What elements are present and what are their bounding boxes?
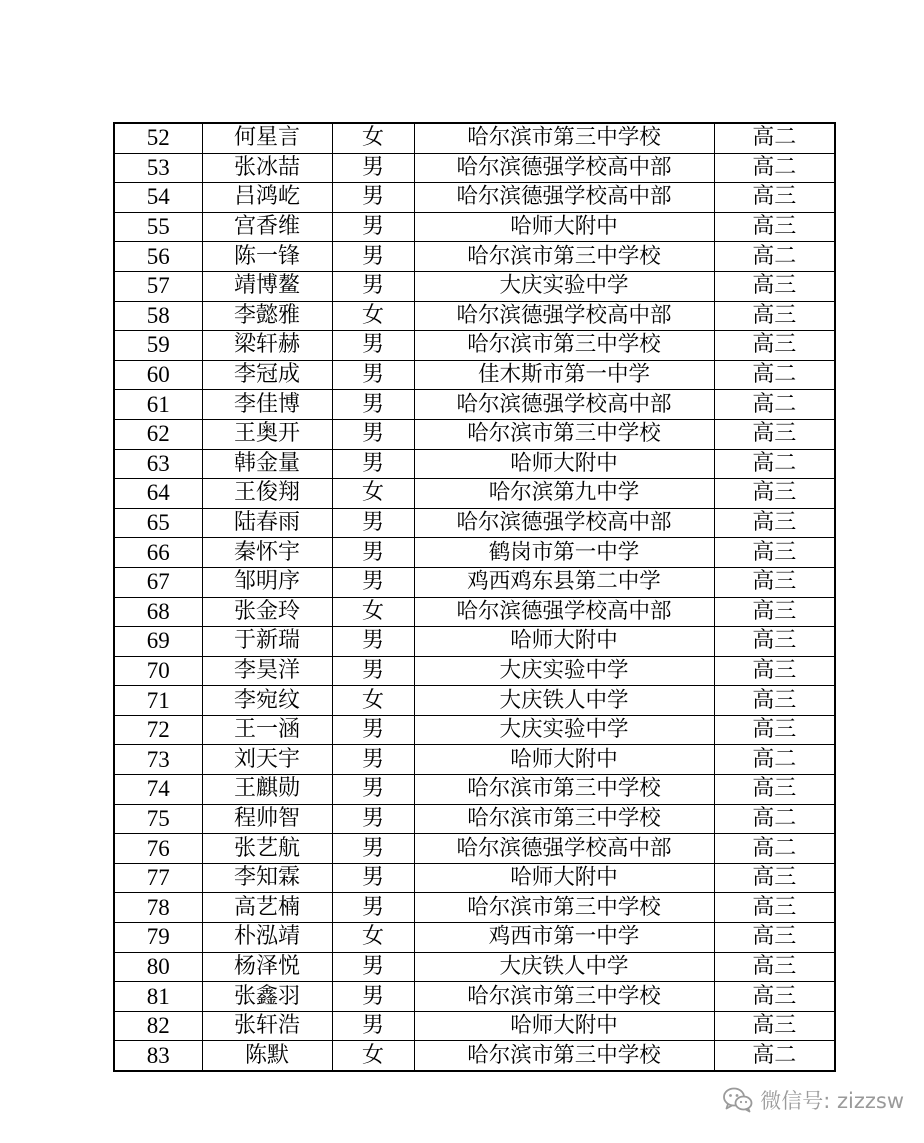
- cell-school: 哈尔滨市第三中学校: [414, 775, 714, 805]
- cell-grade: 高三: [714, 893, 835, 923]
- cell-name: 韩金量: [202, 449, 332, 479]
- cell-grade: 高三: [714, 923, 835, 953]
- table-row: [114, 567, 835, 597]
- table-row: [114, 686, 835, 716]
- table-row: [114, 123, 835, 153]
- table-row: [114, 331, 835, 361]
- cell-grade: 高三: [714, 656, 835, 686]
- cell-grade: 高二: [714, 834, 835, 864]
- cell-number: 57: [114, 271, 202, 301]
- cell-grade: 高三: [714, 686, 835, 716]
- cell-grade: 高三: [714, 183, 835, 213]
- cell-school: 鸡西市第一中学: [414, 923, 714, 953]
- cell-number: 55: [114, 212, 202, 242]
- table-row: [114, 715, 835, 745]
- cell-grade: 高二: [714, 449, 835, 479]
- cell-number: 72: [114, 715, 202, 745]
- cell-gender: 男: [332, 745, 414, 775]
- cell-gender: 男: [332, 271, 414, 301]
- cell-number: 62: [114, 419, 202, 449]
- cell-school: 大庆实验中学: [414, 715, 714, 745]
- cell-grade: 高三: [714, 982, 835, 1012]
- cell-grade: 高三: [714, 508, 835, 538]
- cell-gender: 男: [332, 804, 414, 834]
- cell-gender: 女: [332, 123, 414, 153]
- cell-school: 哈尔滨德强学校高中部: [414, 597, 714, 627]
- table-row: [114, 1011, 835, 1041]
- table-row: [114, 271, 835, 301]
- cell-gender: 男: [332, 893, 414, 923]
- cell-number: 58: [114, 301, 202, 331]
- table-row: [114, 242, 835, 272]
- cell-grade: 高三: [714, 597, 835, 627]
- table-row: [114, 923, 835, 953]
- table-row: [114, 893, 835, 923]
- cell-name: 李冠成: [202, 360, 332, 390]
- table-row: [114, 538, 835, 568]
- cell-number: 66: [114, 538, 202, 568]
- cell-name: 吕鸿屹: [202, 183, 332, 213]
- cell-school: 哈尔滨第九中学: [414, 479, 714, 509]
- cell-name: 李懿雅: [202, 301, 332, 331]
- cell-name: 张艺航: [202, 834, 332, 864]
- cell-school: 哈师大附中: [414, 863, 714, 893]
- cell-gender: 男: [332, 656, 414, 686]
- cell-number: 82: [114, 1011, 202, 1041]
- table-row: [114, 390, 835, 420]
- cell-number: 63: [114, 449, 202, 479]
- wechat-icon: [722, 1086, 754, 1114]
- cell-gender: 男: [332, 212, 414, 242]
- cell-name: 王俊翔: [202, 479, 332, 509]
- cell-name: 宫香维: [202, 212, 332, 242]
- cell-school: 哈尔滨德强学校高中部: [414, 508, 714, 538]
- cell-gender: 男: [332, 863, 414, 893]
- cell-school: 大庆实验中学: [414, 656, 714, 686]
- cell-school: 鸡西鸡东县第二中学: [414, 567, 714, 597]
- cell-name: 王一涵: [202, 715, 332, 745]
- cell-number: 80: [114, 952, 202, 982]
- cell-school: 哈尔滨德强学校高中部: [414, 153, 714, 183]
- cell-gender: 女: [332, 597, 414, 627]
- table-row: [114, 656, 835, 686]
- roster-table: [113, 122, 836, 1072]
- cell-name: 李宛纹: [202, 686, 332, 716]
- cell-gender: 男: [332, 419, 414, 449]
- cell-gender: 男: [332, 952, 414, 982]
- cell-school: 鹤岗市第一中学: [414, 538, 714, 568]
- table-row: [114, 1041, 835, 1071]
- cell-gender: 男: [332, 360, 414, 390]
- cell-grade: 高三: [714, 1011, 835, 1041]
- table-row: [114, 153, 835, 183]
- table-row: [114, 982, 835, 1012]
- cell-gender: 男: [332, 538, 414, 568]
- table-row: [114, 804, 835, 834]
- cell-school: 哈师大附中: [414, 1011, 714, 1041]
- table-row: [114, 745, 835, 775]
- cell-number: 78: [114, 893, 202, 923]
- table-row: [114, 479, 835, 509]
- cell-gender: 男: [332, 183, 414, 213]
- table-row: [114, 360, 835, 390]
- cell-gender: 女: [332, 923, 414, 953]
- cell-name: 李知霖: [202, 863, 332, 893]
- cell-name: 刘天宇: [202, 745, 332, 775]
- cell-school: 哈尔滨市第三中学校: [414, 123, 714, 153]
- cell-school: 哈尔滨市第三中学校: [414, 1041, 714, 1071]
- cell-name: 靖博鳌: [202, 271, 332, 301]
- cell-name: 张金玲: [202, 597, 332, 627]
- cell-grade: 高三: [714, 567, 835, 597]
- cell-gender: 男: [332, 449, 414, 479]
- cell-number: 64: [114, 479, 202, 509]
- cell-gender: 男: [332, 715, 414, 745]
- cell-gender: 男: [332, 982, 414, 1012]
- cell-gender: 女: [332, 1041, 414, 1071]
- cell-number: 76: [114, 834, 202, 864]
- cell-grade: 高三: [714, 212, 835, 242]
- cell-school: 大庆铁人中学: [414, 686, 714, 716]
- cell-gender: 男: [332, 153, 414, 183]
- cell-school: 哈师大附中: [414, 449, 714, 479]
- cell-number: 75: [114, 804, 202, 834]
- cell-school: 哈尔滨德强学校高中部: [414, 301, 714, 331]
- cell-grade: 高二: [714, 390, 835, 420]
- table-row: [114, 212, 835, 242]
- cell-grade: 高二: [714, 360, 835, 390]
- cell-gender: 男: [332, 775, 414, 805]
- cell-grade: 高三: [714, 715, 835, 745]
- watermark-text: 微信号: zizzsw: [760, 1089, 904, 1113]
- cell-name: 邹明序: [202, 567, 332, 597]
- cell-school: 哈尔滨市第三中学校: [414, 804, 714, 834]
- cell-number: 65: [114, 508, 202, 538]
- cell-number: 59: [114, 331, 202, 361]
- cell-number: 71: [114, 686, 202, 716]
- cell-number: 74: [114, 775, 202, 805]
- cell-gender: 女: [332, 686, 414, 716]
- cell-school: 哈尔滨德强学校高中部: [414, 834, 714, 864]
- table-row: [114, 449, 835, 479]
- cell-grade: 高二: [714, 1041, 835, 1071]
- cell-school: 佳木斯市第一中学: [414, 360, 714, 390]
- cell-grade: 高三: [714, 301, 835, 331]
- cell-grade: 高三: [714, 863, 835, 893]
- cell-name: 陈一锋: [202, 242, 332, 272]
- table-row: [114, 508, 835, 538]
- cell-number: 77: [114, 863, 202, 893]
- cell-school: 哈尔滨市第三中学校: [414, 893, 714, 923]
- cell-grade: 高三: [714, 419, 835, 449]
- cell-name: 李佳博: [202, 390, 332, 420]
- cell-grade: 高二: [714, 123, 835, 153]
- cell-school: 哈师大附中: [414, 627, 714, 657]
- cell-number: 54: [114, 183, 202, 213]
- cell-number: 83: [114, 1041, 202, 1071]
- cell-name: 何星言: [202, 123, 332, 153]
- table-row: [114, 627, 835, 657]
- table-row: [114, 419, 835, 449]
- cell-gender: 男: [332, 1011, 414, 1041]
- table-row: [114, 863, 835, 893]
- cell-number: 73: [114, 745, 202, 775]
- table-row: [114, 597, 835, 627]
- roster-body: [114, 123, 835, 1071]
- cell-grade: 高二: [714, 804, 835, 834]
- cell-gender: 男: [332, 390, 414, 420]
- table-row: [114, 775, 835, 805]
- cell-name: 杨泽悦: [202, 952, 332, 982]
- cell-number: 56: [114, 242, 202, 272]
- cell-number: 81: [114, 982, 202, 1012]
- cell-number: 67: [114, 567, 202, 597]
- cell-number: 60: [114, 360, 202, 390]
- cell-number: 69: [114, 627, 202, 657]
- cell-school: 哈尔滨市第三中学校: [414, 419, 714, 449]
- cell-name: 梁轩赫: [202, 331, 332, 361]
- table-row: [114, 834, 835, 864]
- cell-name: 陈默: [202, 1041, 332, 1071]
- cell-gender: 男: [332, 508, 414, 538]
- cell-name: 朴泓靖: [202, 923, 332, 953]
- cell-gender: 女: [332, 301, 414, 331]
- cell-number: 68: [114, 597, 202, 627]
- cell-name: 于新瑞: [202, 627, 332, 657]
- cell-name: 张冰喆: [202, 153, 332, 183]
- cell-grade: 高二: [714, 745, 835, 775]
- cell-school: 哈尔滨德强学校高中部: [414, 183, 714, 213]
- cell-name: 王麒勋: [202, 775, 332, 805]
- cell-school: 哈师大附中: [414, 212, 714, 242]
- table-row: [114, 301, 835, 331]
- cell-name: 王奥开: [202, 419, 332, 449]
- table-row: [114, 183, 835, 213]
- cell-name: 高艺楠: [202, 893, 332, 923]
- cell-gender: 男: [332, 242, 414, 272]
- cell-school: 哈尔滨市第三中学校: [414, 331, 714, 361]
- wechat-watermark: [722, 1085, 904, 1115]
- cell-grade: 高二: [714, 153, 835, 183]
- cell-grade: 高三: [714, 479, 835, 509]
- cell-grade: 高三: [714, 538, 835, 568]
- cell-gender: 男: [332, 834, 414, 864]
- cell-school: 哈师大附中: [414, 745, 714, 775]
- cell-gender: 女: [332, 479, 414, 509]
- cell-name: 陆春雨: [202, 508, 332, 538]
- cell-number: 52: [114, 123, 202, 153]
- cell-name: 程帅智: [202, 804, 332, 834]
- cell-number: 79: [114, 923, 202, 953]
- cell-grade: 高三: [714, 775, 835, 805]
- cell-grade: 高三: [714, 952, 835, 982]
- cell-grade: 高二: [714, 242, 835, 272]
- cell-grade: 高三: [714, 271, 835, 301]
- cell-gender: 男: [332, 567, 414, 597]
- cell-school: 大庆铁人中学: [414, 952, 714, 982]
- cell-number: 61: [114, 390, 202, 420]
- cell-grade: 高三: [714, 627, 835, 657]
- cell-name: 李昊洋: [202, 656, 332, 686]
- cell-gender: 男: [332, 331, 414, 361]
- cell-school: 哈尔滨市第三中学校: [414, 982, 714, 1012]
- cell-number: 70: [114, 656, 202, 686]
- cell-school: 哈尔滨德强学校高中部: [414, 390, 714, 420]
- cell-grade: 高三: [714, 331, 835, 361]
- cell-name: 秦怀宇: [202, 538, 332, 568]
- cell-name: 张轩浩: [202, 1011, 332, 1041]
- cell-school: 大庆实验中学: [414, 271, 714, 301]
- cell-name: 张鑫羽: [202, 982, 332, 1012]
- cell-gender: 男: [332, 627, 414, 657]
- table-row: [114, 952, 835, 982]
- cell-number: 53: [114, 153, 202, 183]
- cell-school: 哈尔滨市第三中学校: [414, 242, 714, 272]
